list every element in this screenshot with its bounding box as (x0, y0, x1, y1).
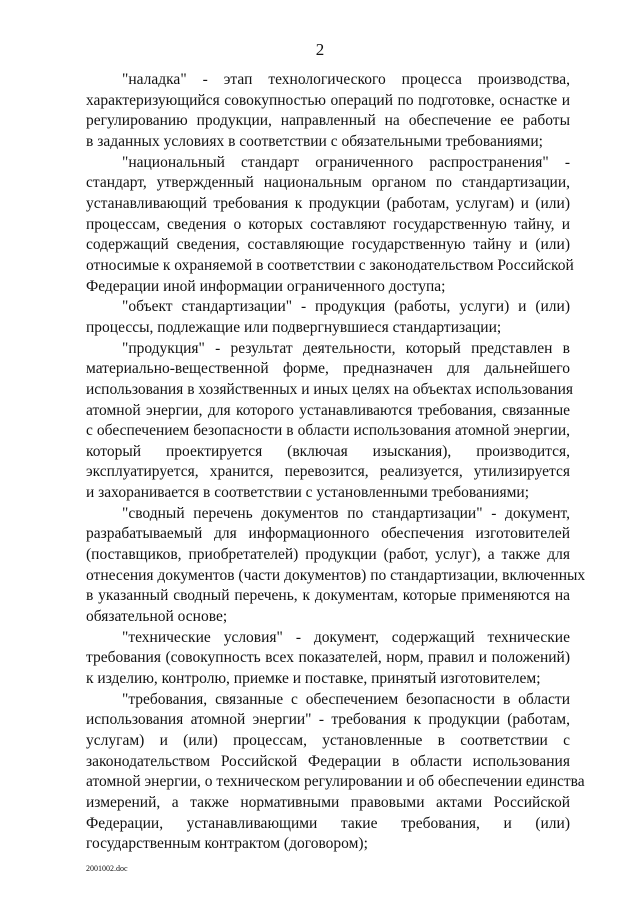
text-line: атомной энергии, о техническом регулировании и об обеспечении единства (86, 773, 585, 791)
text-line: "продукция" - результат деятельности, который представлен в (122, 339, 570, 357)
text-line: услугам) и (или) процессам, установленные в соответствии с (86, 732, 570, 749)
text-line: содержащий сведения, составляющие государственную тайну и (или) (86, 236, 570, 254)
text-line: к изделию, контролю, приемке и поставке, принятый изготовителем; (86, 670, 541, 688)
file-name-footer: 2001002.doc (86, 864, 128, 873)
page-number: 2 (315, 40, 325, 59)
text-line: "объект стандартизации" - продукция (работы, услуги) и (или) (122, 298, 570, 316)
text-line: Федерации, устанавливающими такие требования, и (или) (86, 814, 570, 832)
text-line: эксплуатируется, хранится, перевозится, реализуется, утилизируется (86, 463, 570, 481)
text-line: и захоранивается в соответствии с установленными требованиями; (86, 484, 530, 502)
text-line: в указанный сводный перечень, к документам, которые применяются на (86, 587, 570, 605)
text-line: который проектируется (включая изыскания), производится, (86, 442, 570, 460)
text-line: с обеспечением безопасности в области использования атомной энергии, (86, 422, 570, 440)
text-line: измерений, а также нормативными правовыми актами Российской (86, 793, 570, 811)
text-line: материально-вещественной форме, предназначен для дальнейшего (86, 360, 570, 378)
text-line: использования атомной энергии" - требования к продукции (работам, (86, 711, 570, 729)
text-line: стандарт, утвержденный национальным органом по стандартизации, (86, 174, 570, 192)
text-line: (поставщиков, приобретателей) продукции (работ, услуг), а также для (86, 546, 570, 564)
text-line: относимые к охраняемой в соответствии с законодательством Российской (86, 256, 574, 274)
text-line: отнесения документов (части документов) по стандартизации, включенных (86, 566, 586, 584)
text-line: процессам, сведения о которых составляют государственную тайну, и (86, 215, 570, 233)
text-line: "национальный стандарт ограниченного распространения" - (122, 153, 570, 171)
text-line: обязательной основе; (86, 608, 228, 626)
text-line: "наладка" - этап технологического процесса производства, (122, 71, 570, 88)
text-line: "требования, связанные с обеспечением безопасности в области (122, 690, 570, 708)
text-line: "сводный перечень документов по стандартизации" - документ, (122, 504, 570, 522)
text-line: устанавливающий требования к продукции (работам, услугам) и (или) (86, 194, 570, 212)
text-line: требования (совокупность всех показателей, норм, правил и положений) (86, 649, 570, 667)
text-line: государственным контрактом (договором); (86, 835, 368, 853)
text-line: регулированию продукции, направленный на обеспечение ее работы (86, 112, 570, 130)
text-line: характеризующийся совокупностью операций по подготовке, оснастке и (86, 91, 570, 109)
text-line: использования в хозяйственных и иных целях на объектах использования (86, 380, 573, 398)
text-line: "технические условия" - документ, содержащий технические (122, 628, 570, 646)
text-line: в заданных условиях в соответствии с обязательными требованиями; (86, 132, 543, 150)
text-line: процессы, подлежащие или подвергнувшиеся стандартизации; (86, 318, 502, 336)
text-line: законодательством Российской Федерации в области использования (86, 752, 570, 770)
text-line: разрабатываемый для информационного обеспечения изготовителей (86, 525, 570, 543)
text-line: Федерации иной информации ограниченного доступа; (86, 277, 446, 295)
text-line: атомной энергии, для которого устанавливаются требования, связанные (86, 401, 570, 419)
document-body (86, 70, 586, 855)
